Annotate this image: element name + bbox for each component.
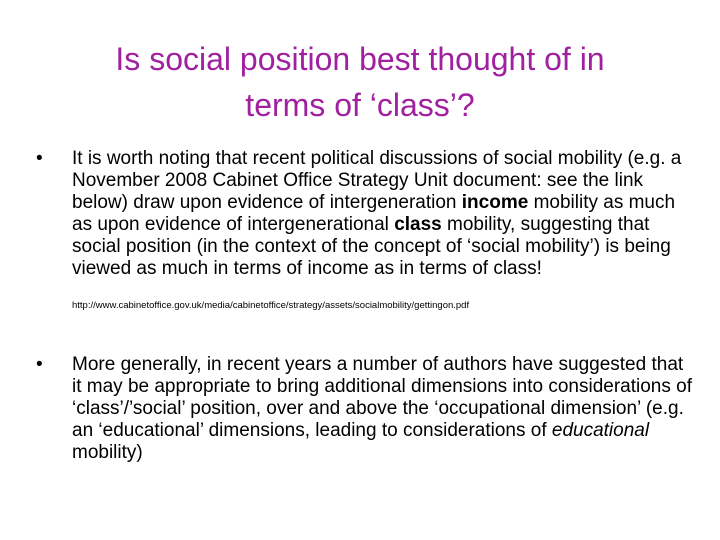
bullet-item-2	[36, 354, 696, 464]
source-link[interactable]: http://www.cabinetoffice.gov.uk/media/cabinetoffice/strategy/assets/socialmobility/gettingon.pdf	[72, 300, 470, 311]
bullet-list	[36, 148, 696, 464]
bullet-2-italic-educational: educational	[551, 420, 650, 441]
bullet-1-text-b: mobility as much as upon evidence of intergenerational	[72, 192, 676, 235]
bullet-item-1	[36, 148, 696, 312]
bullet-1-text-a: It is worth noting that recent political discussions of social mobility (e.g. a November 2008 Cabinet Office Strategy Unit document: see the link below) draw upon evidence of intergeneration	[72, 148, 682, 213]
title-line-2: terms of ‘class’?	[245, 87, 475, 123]
bullet-1-bold-class: class	[394, 214, 442, 235]
title-line-1: Is social position best thought of in	[115, 41, 605, 77]
bullet-2-text-a: More generally, in recent years a number of authors have suggested that it may be appropriate to bring additional dimensions into considerations of ‘class’/’social’ position, over and above the ‘occupational dimension’ (e.g. an ‘educational’ dimensions, leading to considerations of	[72, 354, 692, 441]
slide-title	[40, 36, 680, 128]
bullet-marker: •	[36, 354, 43, 375]
bullet-1-text-c: mobility, suggesting that social position (in the context of the concept of ‘social mobility’) is being viewed as much in terms of income as in terms of class!	[72, 214, 671, 279]
bullet-1-bold-income: income	[461, 192, 529, 213]
bullet-2-text-b: mobility)	[72, 442, 143, 463]
bullet-marker: •	[36, 148, 43, 169]
